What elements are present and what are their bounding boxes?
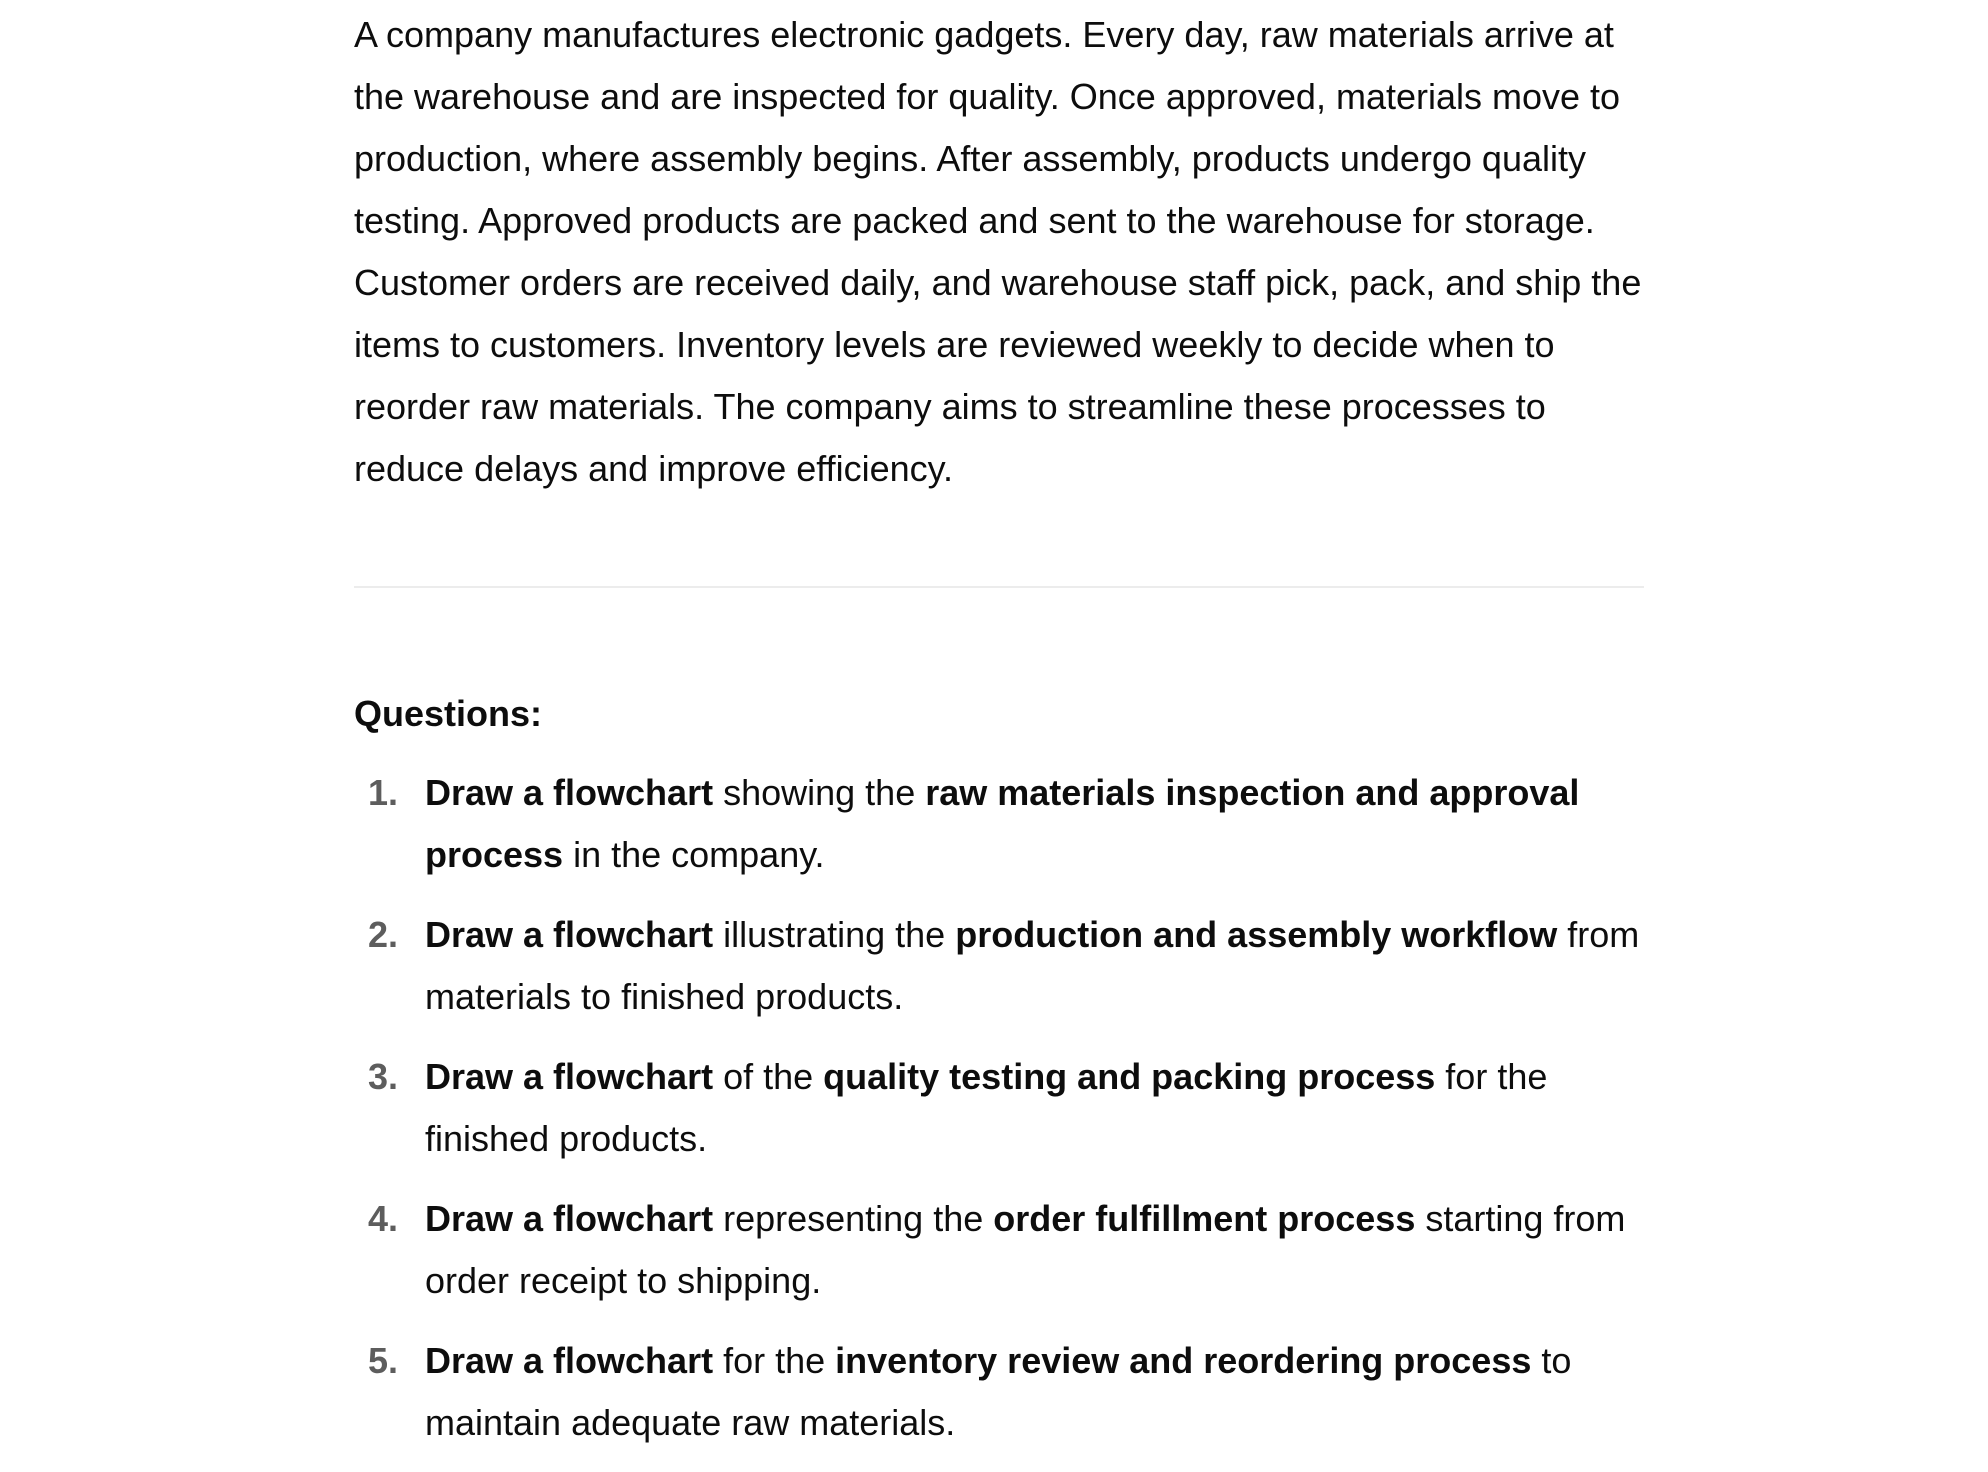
- question-tail: to maintain adequate raw materials.: [425, 1340, 1572, 1443]
- question-topic: order fulfillment process: [993, 1198, 1416, 1239]
- question-mid: showing the: [713, 772, 926, 813]
- question-tail: starting from order receipt to shipping.: [425, 1198, 1626, 1301]
- question-mid: representing the: [713, 1198, 994, 1239]
- question-topic: production and assembly workflow: [955, 914, 1558, 955]
- intro-paragraph: A company manufactures electronic gadgets. Every day, raw materials arrive at the warehouse and are inspected for quality. Once approved, materials move to production, where assembly begins. After assembly, products undergo quality testing. Approved products are packed and sent to the warehouse for storage. Customer orders are received daily, and warehouse staff pick, pack, and ship the items to customers. Inventory levels are reviewed weekly to decide when to reorder raw materials. The company aims to streamline these processes to reduce delays and improve efficiency.: [354, 14, 1642, 489]
- question-mid: for the: [713, 1340, 836, 1381]
- question-lead: Draw a flowchart: [425, 772, 714, 813]
- question-number: 3.: [368, 1056, 399, 1097]
- question-topic: inventory review and reordering process: [835, 1340, 1532, 1381]
- questions-heading: Questions:: [354, 693, 543, 734]
- question-tail: from materials to finished products.: [425, 914, 1640, 1017]
- question-mid: of the: [713, 1056, 824, 1097]
- question-mid: illustrating the: [713, 914, 956, 955]
- question-topic: raw materials inspection and approval process: [425, 772, 1580, 875]
- question-lead: Draw a flowchart: [425, 914, 714, 955]
- question-tail: for the finished products.: [425, 1056, 1548, 1159]
- question-item: [354, 1330, 1644, 1454]
- question-lead: Draw a flowchart: [425, 1198, 714, 1239]
- question-item: [354, 1188, 1644, 1312]
- question-item: [354, 762, 1644, 886]
- question-tail: in the company.: [563, 834, 825, 875]
- question-number: 2.: [368, 914, 399, 955]
- question-item: [354, 1046, 1644, 1170]
- question-number: 4.: [368, 1198, 399, 1239]
- question-item: [354, 904, 1644, 1028]
- section-divider: [354, 586, 1644, 588]
- message-content: [354, 0, 1644, 1443]
- question-number: 1.: [368, 772, 399, 813]
- question-topic: quality testing and packing process: [823, 1056, 1436, 1097]
- question-number: 5.: [368, 1340, 399, 1381]
- question-lead: Draw a flowchart: [425, 1056, 714, 1097]
- question-lead: Draw a flowchart: [425, 1340, 714, 1381]
- questions-list: [354, 762, 1644, 1472]
